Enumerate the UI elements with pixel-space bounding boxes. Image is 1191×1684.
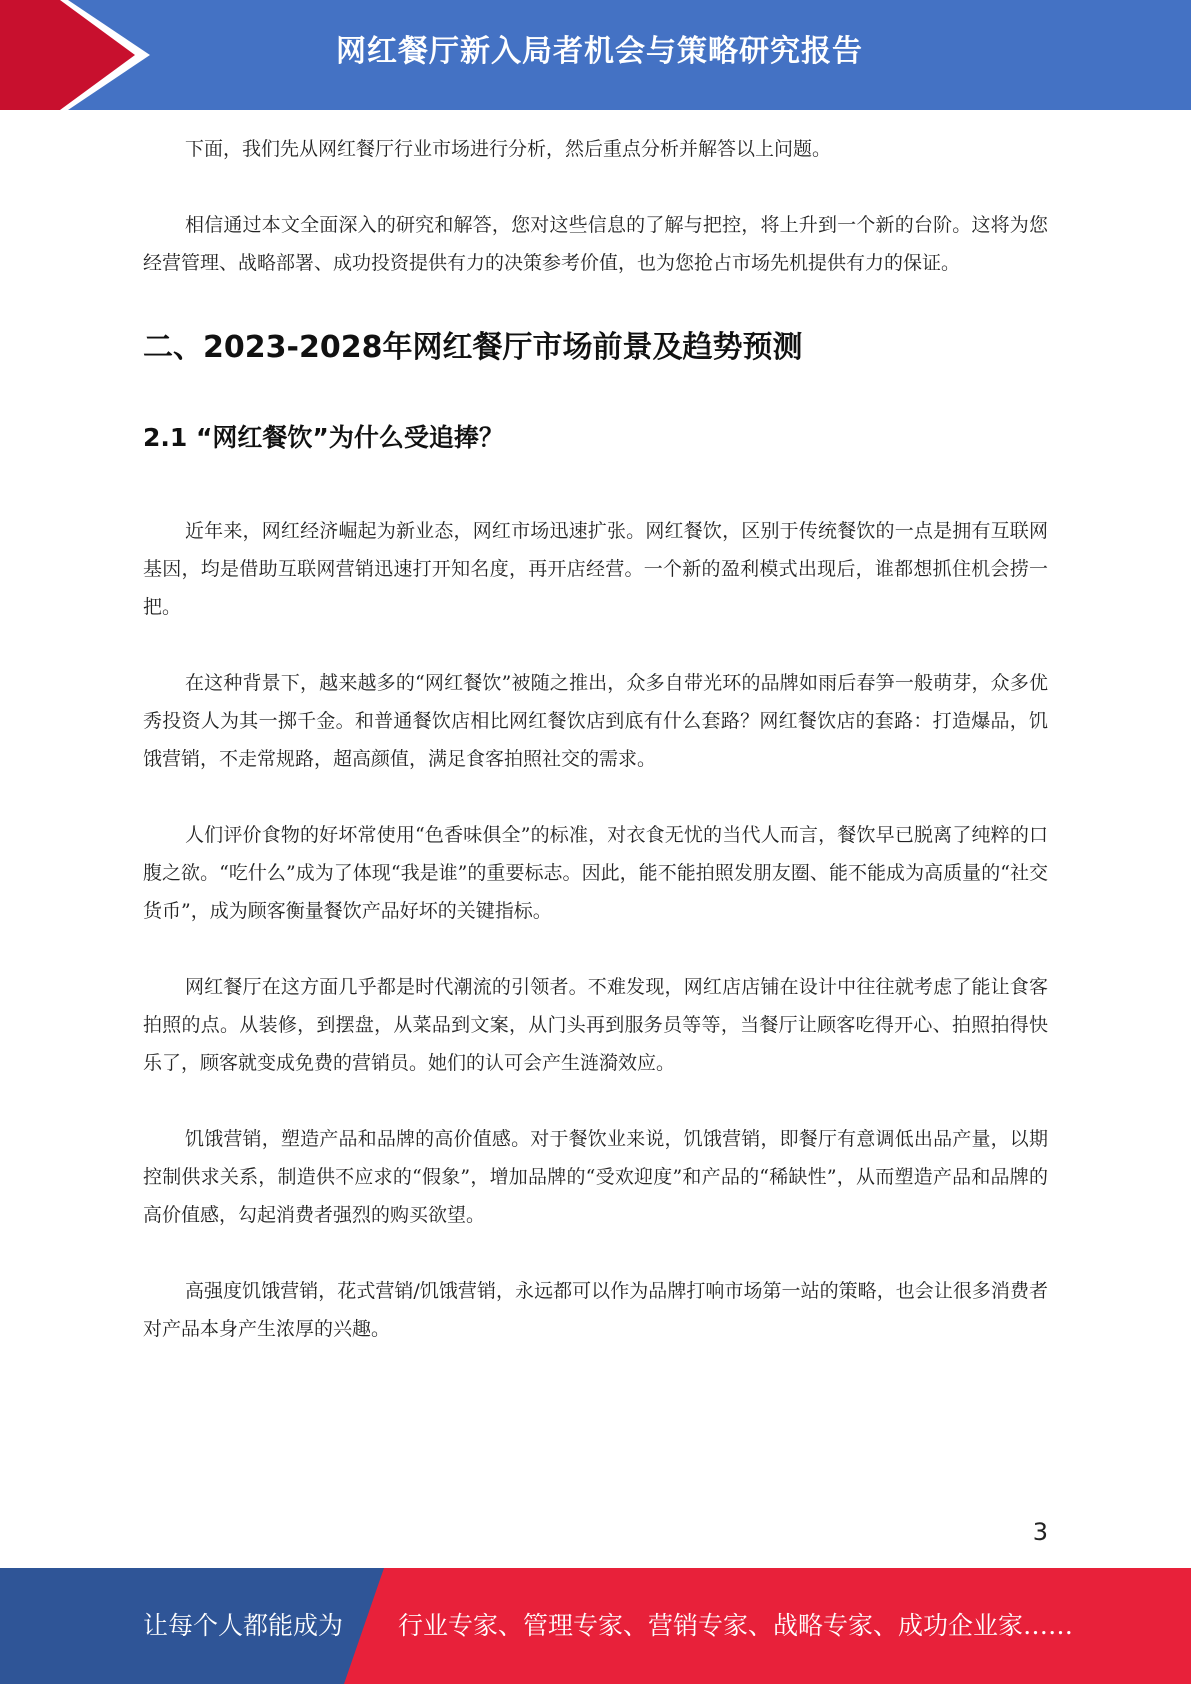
paragraph-value: 相信通过本文全面深入的研究和解答，您对这些信息的了解与把控，将上升到一个新的台阶。这将为您经营管理、战略部署、成功投资提供有力的决策参考价值，也为您抢占市场先机提供有力的保证。 bbox=[143, 214, 1048, 274]
section-heading: 二、2023-2028年网红餐厅市场前景及趋势预测 bbox=[143, 330, 803, 365]
paragraph-intro: 下面，我们先从网红餐厅行业市场进行分析，然后重点分析并解答以上问题。 bbox=[185, 138, 832, 160]
footer-slogan-left: 让每个人都能成为 bbox=[143, 1611, 344, 1640]
paragraph-background: 近年来，网红经济崛起为新业态，网红市场迅速扩张。网红餐饮，区别于传统餐饮的一点是拥有互联网基因，均是借助互联网营销迅速打开知名度，再开店经营。一个新的盈利模式出现后，谁都想抓住机会捞一把。 bbox=[143, 520, 1048, 618]
chevron-arrow-icon bbox=[0, 0, 160, 110]
paragraph-trend: 在这种背景下，越来越多的“网红餐饮”被随之推出，众多自带光环的品牌如雨后春笋一般萌芽，众多优秀投资人为其一掷千金。和普通餐饮店相比网红餐饮店到底有什么套路？网红餐饮店的套路：打造爆品，饥饿营销，不走常规路，超高颜值，满足食客拍照社交的需求。 bbox=[143, 672, 1048, 770]
report-title: 网红餐厅新入局者机会与策略研究报告 bbox=[336, 34, 863, 69]
page-header bbox=[0, 0, 1191, 110]
subsection-heading: 2.1 “网红餐饮”为什么受追捧？ bbox=[143, 423, 504, 452]
footer-slogan-right: 行业专家、管理专家、营销专家、战略专家、成功企业家…… bbox=[398, 1611, 1074, 1640]
paragraph-social-currency: 人们评价食物的好坏常使用“色香味俱全”的标准，对衣食无忧的当代人而言，餐饮早已脱离了纯粹的口腹之欲。“吃什么”成为了体现“我是谁”的重要标志。因此，能不能拍照发朋友圈、能不能成为高质量的“社交货币”，成为顾客衡量餐饮产品好坏的关键指标。 bbox=[143, 824, 1048, 922]
paragraph-strategy: 高强度饥饿营销，花式营销/饥饿营销，永远都可以作为品牌打响市场第一站的策略，也会让很多消费者对产品本身产生浓厚的兴趣。 bbox=[143, 1280, 1048, 1340]
paragraph-design: 网红餐厅在这方面几乎都是时代潮流的引领者。不难发现，网红店店铺在设计中往往就考虑了能让食客拍照的点。从装修，到摆盘，从菜品到文案，从门头再到服务员等等，当餐厅让顾客吃得开心、拍照拍得快乐了，顾客就变成免费的营销员。她们的认可会产生涟漪效应。 bbox=[143, 976, 1048, 1074]
page-number: 3 bbox=[1032, 1518, 1048, 1546]
page-footer bbox=[0, 1568, 1191, 1684]
page-content bbox=[143, 130, 1048, 1348]
paragraph-hunger-marketing: 饥饿营销，塑造产品和品牌的高价值感。对于餐饮业来说，饥饿营销，即餐厅有意调低出品产量，以期控制供求关系，制造供不应求的“假象”，增加品牌的“受欢迎度”和产品的“稀缺性”，从而塑造产品和品牌的高价值感，勾起消费者强烈的购买欲望。 bbox=[143, 1128, 1048, 1226]
